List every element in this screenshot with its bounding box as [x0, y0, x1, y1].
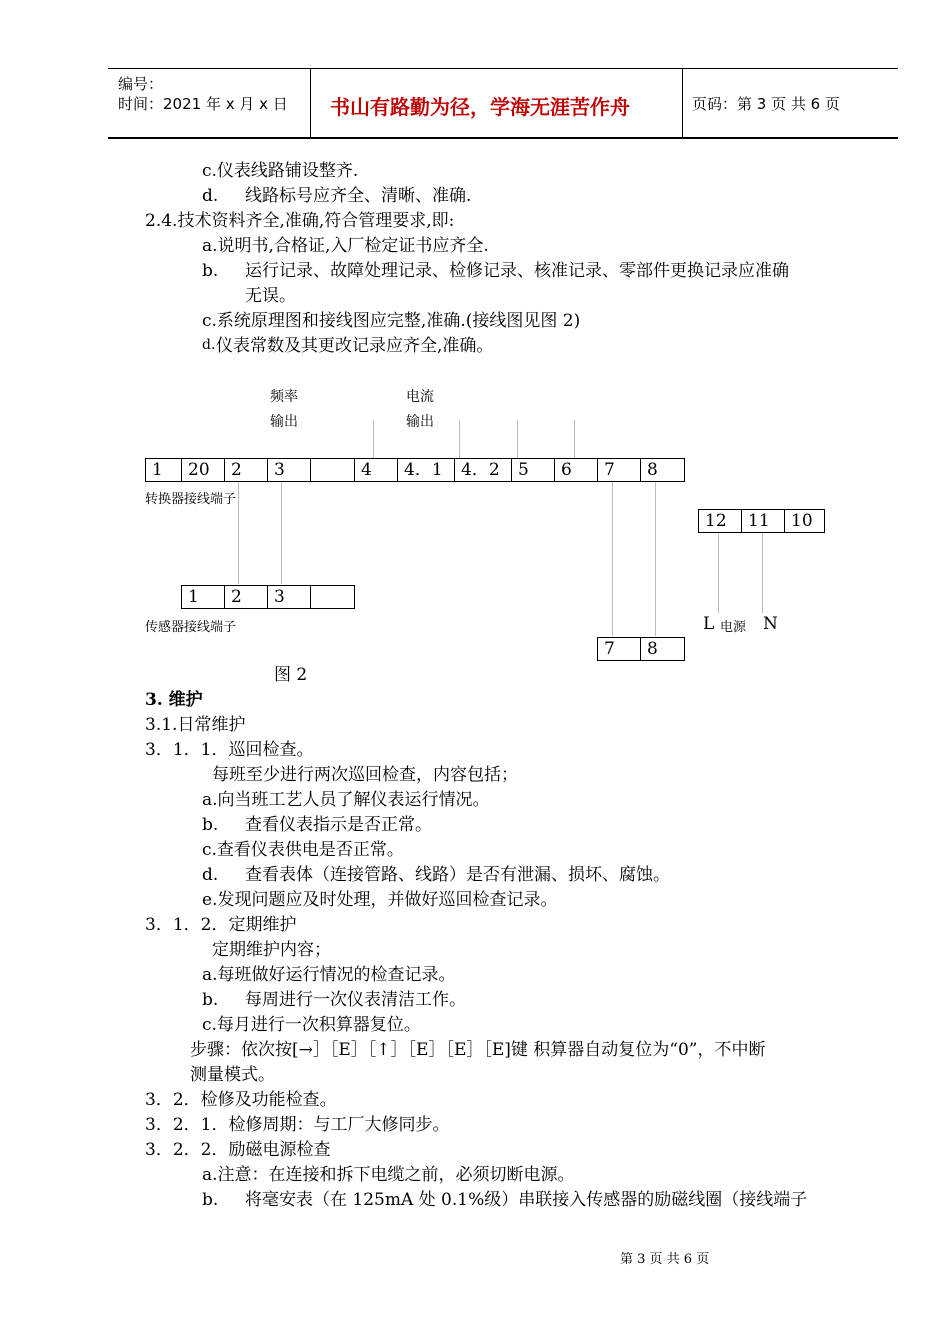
section-3-1-1-e: e.发现问题应及时处理，并做好巡回检查记录。 [202, 890, 558, 910]
output-terminal: 7 [597, 637, 641, 661]
doc-number-label: 编号： [118, 75, 164, 93]
sensor-terminal: 2 [224, 585, 268, 609]
item-d: 线路标号应齐全、清晰、准确. [245, 186, 472, 206]
section-2-4-heading: 2.4.技术资料齐全,准确,符合管理要求,即: [145, 211, 455, 231]
section-3-1-2-a: a.每班做好运行情况的检查记录。 [202, 965, 456, 985]
section-3-1-1: 3．1．1．巡回检查。 [145, 740, 314, 760]
section-3-1-1-intro: 每班至少进行两次巡回检查，内容包括； [212, 765, 518, 785]
section-3-1-2-intro: 定期维护内容； [212, 940, 331, 960]
connector-line [459, 420, 460, 458]
section-3-1-1-c: c.查看仪表供电是否正常。 [202, 840, 404, 860]
current-output-label: 输出 [406, 414, 434, 430]
power-l-label: L [703, 614, 715, 634]
section-3-1: 3.1.日常维护 [145, 715, 246, 735]
sensor-terminal: 3 [267, 585, 311, 609]
power-source-label: 电源 [720, 620, 747, 635]
item-d2: 仪表常数及其更改记录应齐全,准确。 [216, 336, 494, 356]
item-a: a.说明书,合格证,入厂检定证书应齐全. [202, 236, 489, 256]
section-3-title: 3. 维护 [145, 690, 203, 710]
sensor-terminal-label: 传感器接线端子 [145, 620, 237, 635]
converter-terminal: 4 [354, 458, 398, 482]
sensor-terminal [310, 585, 355, 609]
section-3-1-1-a: a.向当班工艺人员了解仪表运行情况。 [202, 790, 490, 810]
converter-terminal: 7 [597, 458, 641, 482]
converter-terminal: 8 [640, 458, 685, 482]
item-b-line2: 无误。 [245, 286, 296, 306]
power-terminal: 12 [698, 509, 742, 533]
reset-steps-line2: 测量模式。 [190, 1065, 275, 1085]
item-c2: c.系统原理图和接线图应完整,准确.(接线图见图 2) [202, 311, 581, 331]
item-d-mark: d. [202, 186, 219, 206]
freq-output-label: 输出 [270, 414, 298, 430]
item-c: c.仪表线路铺设整齐. [202, 161, 359, 181]
item-b-line1: 运行记录、故障处理记录、检修记录、核准记录、零部件更换记录应准确 [245, 261, 789, 281]
section-3-2-2-b: 将毫安表（在 125mA 处 0.1%级）串联接入传感器的励磁线圈（接线端子 [245, 1190, 808, 1210]
section-3-2-1: 3．2．1．检修周期：与工厂大修同步。 [145, 1115, 450, 1135]
connector-line [718, 533, 719, 613]
converter-terminal: 2 [224, 458, 268, 482]
freq-output-label: 频率 [270, 389, 298, 405]
figure-caption: 图 2 [274, 665, 308, 685]
converter-terminal: 5 [511, 458, 555, 482]
section-3-1-2: 3．1．2．定期维护 [145, 915, 297, 935]
output-terminal: 8 [640, 637, 685, 661]
converter-terminal: 20 [181, 458, 225, 482]
page-header [108, 68, 898, 139]
header-motto: 书山有路勤为径，学海无涯苦作舟 [330, 95, 630, 119]
section-3-2: 3．2．检修及功能检查。 [145, 1090, 337, 1110]
item-b-mark: b. [202, 261, 219, 281]
converter-terminal: 6 [554, 458, 598, 482]
power-terminal: 10 [784, 509, 825, 533]
section-3-2-2: 3．2．2．励磁电源检查 [145, 1140, 331, 1160]
section-3-1-1-d-mark: d. [202, 865, 219, 885]
converter-terminal: 4．2 [454, 458, 512, 482]
page-footer: 第 3 页 共 6 页 [620, 1252, 710, 1267]
connector-line [612, 482, 613, 636]
converter-terminal: 1 [145, 458, 182, 482]
current-output-label: 电流 [406, 389, 434, 405]
section-3-1-2-b: 每周进行一次仪表清洁工作。 [245, 990, 466, 1010]
converter-terminal-label: 转换器接线端子 [145, 492, 237, 507]
section-3-1-2-c: c.每月进行一次积算器复位。 [202, 1015, 421, 1035]
section-3-2-2-a: a.注意：在连接和拆下电缆之前，必须切断电源。 [202, 1165, 575, 1185]
doc-time-label: 时间：2021 年 x 月 x 日 [118, 95, 288, 113]
power-n-label: N [763, 614, 778, 634]
connector-line [574, 420, 575, 458]
header-page-label: 页码：第 3 页 共 6 页 [692, 95, 840, 113]
header-divider [310, 69, 311, 137]
reset-steps-line1: 步骤：依次按[→］［E］［↑］［E］［E］［E]键 积算器自动复位为“0”，不中断 [190, 1040, 766, 1060]
connector-line [238, 482, 239, 584]
section-3-1-2-b-mark: b. [202, 990, 219, 1010]
section-3-1-1-d: 查看表体（连接管路、线路）是否有泄漏、损坏、腐蚀。 [245, 865, 670, 885]
section-3-1-1-b: 查看仪表指示是否正常。 [245, 815, 432, 835]
connector-line [281, 482, 282, 584]
connector-line [373, 420, 374, 458]
section-3-2-2-b-mark: b. [202, 1190, 219, 1210]
connector-line [655, 482, 656, 636]
item-d2-mark: d. [202, 337, 216, 353]
converter-terminal [310, 458, 355, 482]
connector-line [762, 533, 763, 613]
sensor-terminal: 1 [181, 585, 225, 609]
header-divider [682, 69, 683, 137]
connector-line [517, 420, 518, 458]
section-3-1-1-b-mark: b. [202, 815, 219, 835]
converter-terminal: 4．1 [397, 458, 455, 482]
converter-terminal: 3 [267, 458, 311, 482]
power-terminal: 11 [741, 509, 785, 533]
